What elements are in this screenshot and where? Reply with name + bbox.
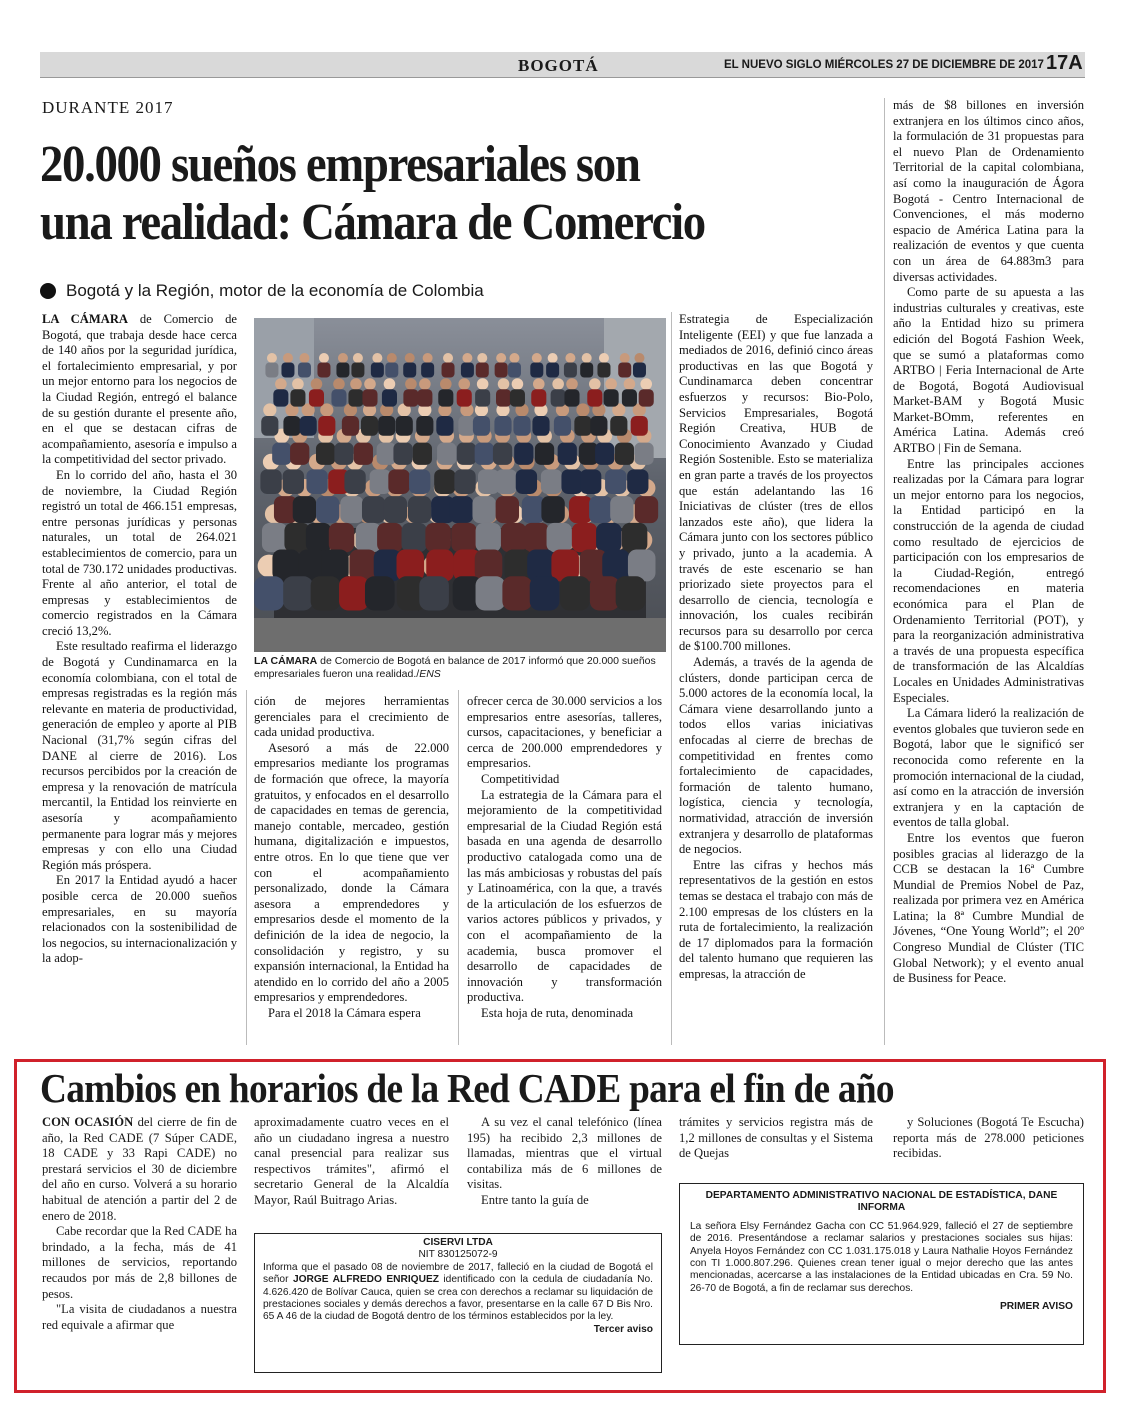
notice-footer: Tercer aviso <box>593 1323 653 1335</box>
page-number: 17A <box>1046 52 1083 74</box>
paragraph: Entre los eventos que fueron posibles gracias al liderazgo de la CCB se destacan la 16ª Cumbre Mundial de Premios Nobel de Paz, realizada por primera vez en América Latina; la 8ª Cumbre Mundial de Jóvenes, “One Young World”; el 20º Congreso Mundial de Clúster (TIC Global Network); y el evento anual de Business for Peace. <box>893 830 1084 986</box>
article-column-2 <box>254 694 449 1021</box>
paragraph: La Cámara lideró la realización de eventos globales que tuvieron sede en Bogotá, labor que le significó ser reconocida como referente en la promoción internacional de la ciudad, así como en la atracción de inversión extranjera y en la captación de eventos de talla global. <box>893 706 1084 830</box>
caption-text: de Comercio de Bogotá en balance de 2017 informó que 20.000 sueños empresariales fueron una realidad./ <box>254 655 656 680</box>
paragraph: Cabe recordar que la Red CADE ha brindado, a la fecha, más de 41 millones de servicios, reportando recaudos por más de 2,8 billones de pesos. <box>42 1224 237 1301</box>
notice-name: JORGE ALFREDO ENRIQUEZ <box>292 1274 439 1286</box>
paragraph: ción de mejores herramientas gerenciales para el crecimiento de cada unidad productiva. <box>254 694 449 740</box>
paragraph: "La visita de ciudadanos a nuestra red equivale a afirmar que <box>42 1302 237 1332</box>
deck-text: Bogotá y la Región, motor de la economía de Colombia <box>66 281 484 300</box>
paragraph: Para el 2018 la Cámara espera <box>268 1005 421 1020</box>
notice-nit: NIT 830125072-9 <box>418 1249 498 1261</box>
paragraph: En 2017 la Entidad ayudó a hacer posible cerca de 20.000 sueños empresariales, en su mayoría relacionados con la sostenibilidad de los negocios, su internacionalización y la adop- <box>42 873 237 966</box>
lead-in: CON OCASIÓN <box>42 1115 134 1129</box>
notice-title: CISERVI LTDA <box>423 1237 493 1248</box>
cade-column-1 <box>42 1115 237 1333</box>
notice-body: La señora Elsy Fernández Gacha con CC 51.964.929, falleció el 27 de septiembre de 2016. Presentándose a reclamar salarios y prestaciones sociales sus hijas: Anyela Hoyos Fernández con CC 1.031.175.018 y Laura Nathalie Hoyos Fernández con TI 1.000.807.296. Quienes crean tener igual o mejor derecho que las antes mencionadas, acercarse a las instalaciones de la Entidad ubicadas en Cra. 59 No. 26-70 de Bogotá, a fin de reclamar sus derechos. <box>690 1220 1073 1294</box>
column-divider <box>458 690 459 1045</box>
article-column-3 <box>467 694 662 1021</box>
paragraph: aproximadamente cuatro veces en el año un ciudadano ingresa a nuestro canal presencial para realizar sus respectivos trámites", afirmó el secretario General de la Alcaldía Mayor, Raúl Buitrago Arias. <box>254 1115 449 1207</box>
paragraph: y Soluciones (Bogotá Te Escucha) reporta más de 278.000 peticiones recibidas. <box>893 1115 1084 1161</box>
crowd-photo <box>254 318 666 652</box>
paragraph <box>42 1115 237 1224</box>
cade-column-3 <box>467 1115 662 1209</box>
paragraph: Entre tanto la guía de <box>481 1192 589 1207</box>
notice-body-text: Informa que el pasado 08 de noviembre de 2017, falleció en la ciudad de Bogotá el señor <box>263 1261 653 1286</box>
article-headline <box>40 136 796 252</box>
cade-headline: Cambios en horarios de la Red CADE para el fin de año <box>40 1065 894 1111</box>
paragraph-text: de Comercio de Bogotá, que trabaja desde hace cerca de 140 años por la seguridad jurídica, el fortalecimiento empresarial, y por un mejor entorno para los negocios de la Ciudad Región, entregó el balance de su gestión durante el presente año, en el que se destacan cifras de acompañamiento, asesoría e impulso a la competitividad del sector privado. <box>42 312 237 467</box>
article-deck <box>40 281 484 301</box>
photo-caption <box>254 655 666 681</box>
column-divider <box>884 98 885 1045</box>
paragraph: Estrategia de Especialización Inteligente (EEI) y que fue lanzada a mediados de 2016, definió cinco áreas productivas en las que Bogotá y Cundinamarca deben concentrar esfuerzos y recursos: Bio-Polo, Servicios Empresariales, Bogotá Región Creativa, HUB de Conocimiento Avanzado y Ciudad Región Sostenible. Esto se materializa en gran parte a través de los proyectos que están adelantando las 16 Iniciativas de clúster (tres de ellos lanzados este año), que lidera la Cámara junto con los sectores público y privado, junto a la academia. A través de este escenario se han priorizado siete proyectos para el desarrollo de ciencia, tecnología e innovación, los cuales recibirán recursos para su desarrollo por cerca de $100.700 millones. <box>679 312 873 654</box>
article-column-4 <box>679 312 873 983</box>
paragraph: La estrategia de la Cámara para el mejoramiento de la competitividad empresarial de la Ciudad Región está basada en una agenda de desarrollo productivo catalogada como una de las más ambiciosas y robustas del país y Latinoamérica, con la que, a través de la articulación de los esfuerzos de varios actores públicos y privados, y con el acompañamiento de la academia, busca promover el desarrollo de capacidades de innovación y transformación productiva. <box>467 787 662 1005</box>
headline-line-1: 20.000 sueños empresariales son <box>40 136 640 193</box>
publication-date-line: EL NUEVO SIGLO MIÉRCOLES 27 DE DICIEMBRE DE 2017 <box>724 59 1044 71</box>
notice-footer: PRIMER AVISO <box>999 1301 1073 1313</box>
notice-body-text: identificado con la cedula de ciudadanía No. 4.626.420 de Bolívar Cauca, quien se crea con derechos a reclamar su liquidación de prestaciones sociales y demás derechos a favor, presentarse en la calle 67 D Bis Nro. 65 A 46 de la ciudad de Bogotá dentro de los términos establecidos por la ley. <box>263 1274 653 1323</box>
paragraph: ofrecer cerca de 30.000 servicios a los empresarios entre asesorías, talleres, cursos, capacitaciones, y beneficiar a cerca de 200.000 emprendedores y empresarios. <box>467 694 662 771</box>
subheading: Competitividad <box>481 771 560 786</box>
paragraph: Entre las cifras y hechos más representativos de la gestión en estos temas se destaca el trabajo con más de 2.100 empresas de los clústers en la ruta de fortalecimiento, la realización de 17 diplomados para la formación del talento humano que requieren las empresas, la atracción de <box>679 857 873 981</box>
paragraph: Este resultado reafirma el liderazgo de Bogotá y Cundinamarca en la economía colombiana, con el total de empresas registradas es la región más relevante en materia de productividad, generación de empleo y aporte al PIB Nacional (31,7% según cifras del DANE al cierre de 2016). Los recursos percibidos por la creación de empresa y la renovación de matrícula mercantil, la Entidad los reinvierte en asesoría y acompañamiento permanente para lograr más y mejores empresas y con ello una Ciudad Región más próspera. <box>42 639 237 872</box>
paragraph: A su vez el canal telefónico (línea 195) ha recibido 2,3 millones de llamadas, mientras que el virtual contabiliza más de 6 millones de visitas. <box>467 1115 662 1192</box>
cade-column-5 <box>893 1115 1084 1162</box>
cade-column-4 <box>679 1115 873 1162</box>
article-column-5 <box>893 98 1084 987</box>
article-column-1 <box>42 312 237 967</box>
paragraph: En lo corrido del año, hasta el 30 de noviembre, la Ciudad Región registró un total de 466.151 empresas, entre personas jurídicas y personas naturales, un total de 264.021 establecimientos de comercio, para un total de 730.172 unidades productivas. Frente al año anterior, el total de empresas y establecimientos de comercio registrados en la Cámara creció 13,2%. <box>42 467 237 638</box>
paragraph: Esta hoja de ruta, denominada <box>481 1005 634 1020</box>
paragraph: más de $8 billones en inversión extranjera en los últimos cinco años, la formulación de 31 propuestas para el nuevo Plan de Ordenamiento Territorial de la capital colombiana, así como la inauguración de Ágora Bogotá - Centro Internacional de Convenciones, el más moderno espacio de América Latina para la realización de eventos y que cuenta con un área de 64.883m3 para diversas actividades. <box>893 98 1084 284</box>
article-kicker: DURANTE 2017 <box>42 98 174 117</box>
caption-lead: LA CÁMARA <box>254 655 318 667</box>
notice-body <box>263 1262 653 1324</box>
paragraph: Además, a través de la agenda de clústers, donde participan cerca de 5.000 actores de la economía local, la Cámara viene desarrollando junto a todos ellos varias iniciativas enfocadas al cierre de brechas de competitividad en frentes como fortalecimiento de capacidades, formación de talento humano, logística, ciencia y tecnología, normatividad, atracción de inversión extranjera y desarrollo de plataformas de negocios. <box>679 655 873 857</box>
paragraph <box>42 312 237 468</box>
notice-subtitle: INFORMA <box>857 1202 906 1214</box>
photo-credit: ENS <box>419 668 441 680</box>
notice-title: DEPARTAMENTO ADMINISTRATIVO NACIONAL DE ESTADÍSTICA, DANE <box>705 1190 1058 1201</box>
photo-illustration <box>254 318 666 652</box>
bullet-icon <box>40 283 56 299</box>
paragraph: Como parte de su apuesta a las industrias culturales y creativas, este año la Entidad hizo su primera edición del Bogotá Fashion Week, que se sumó a plataformas como ARTBO | Feria Internacional de Arte de Bogotá, Bogotá Audiovisual Market-BAM y Bogotá Music Market-BOmm, referentes en América Latina. Además creó ARTBO | Fin de Semana. <box>893 285 1084 456</box>
dane-legal-notice <box>679 1183 1084 1345</box>
lead-in: LA CÁMARA <box>42 312 129 326</box>
paragraph: trámites y servicios registra más de 1,2 millones de consultas y el Sistema de Quejas <box>679 1115 873 1161</box>
paragraph: Entre las principales acciones realizadas por la Cámara para lograr un mejor entorno para los negocios, la Entidad participó en la construcción de la agenda de ciudad como resultado de ejercicios de participación con los empresarios de la Ciudad-Región, entregó recomendaciones en materia económica para el Plan de Ordenamiento Territorial (POT), y para la reorganización administrativa a través de una propuesta específica de transformación de las Alcaldías Locales en Unidades Administrativas Especiales. <box>893 456 1084 705</box>
column-divider <box>246 690 247 1045</box>
paragraph-text: del cierre de fin de año, la Red CADE (7 Súper CADE, 18 CADE y 33 Rapi CADE) no prestará servicios el 30 de diciembre del año en curso. Volverá a su horario habitual de atención a partir del 2 de enero de 2018. <box>42 1115 237 1223</box>
column-divider <box>671 312 672 1045</box>
ciservi-legal-notice <box>254 1233 662 1373</box>
headline-line-2: una realidad: Cámara de Comercio <box>40 194 705 251</box>
section-name: BOGOTÁ <box>518 56 599 75</box>
paragraph: Asesoró a más de 22.000 empresarios mediante los programas de formación que ofrece, la mayoría gratuitos, y enfocados en el desarrollo de capacidades en temas de gerencia, manejo contable, mercadeo, gestión humana, digitalización e impuestos, entre otros. En lo que tiene que ver con el acompañamiento personalizado, donde la Cámara asesora a emprendedores y empresarios desde el momento de la definición de la idea de negocio, la consolidación y registro, y su expansión internacional, la Entidad ha atendido en lo corrido del año a 2005 empresarios y emprendedores. <box>254 740 449 1005</box>
cade-column-2 <box>254 1115 449 1209</box>
